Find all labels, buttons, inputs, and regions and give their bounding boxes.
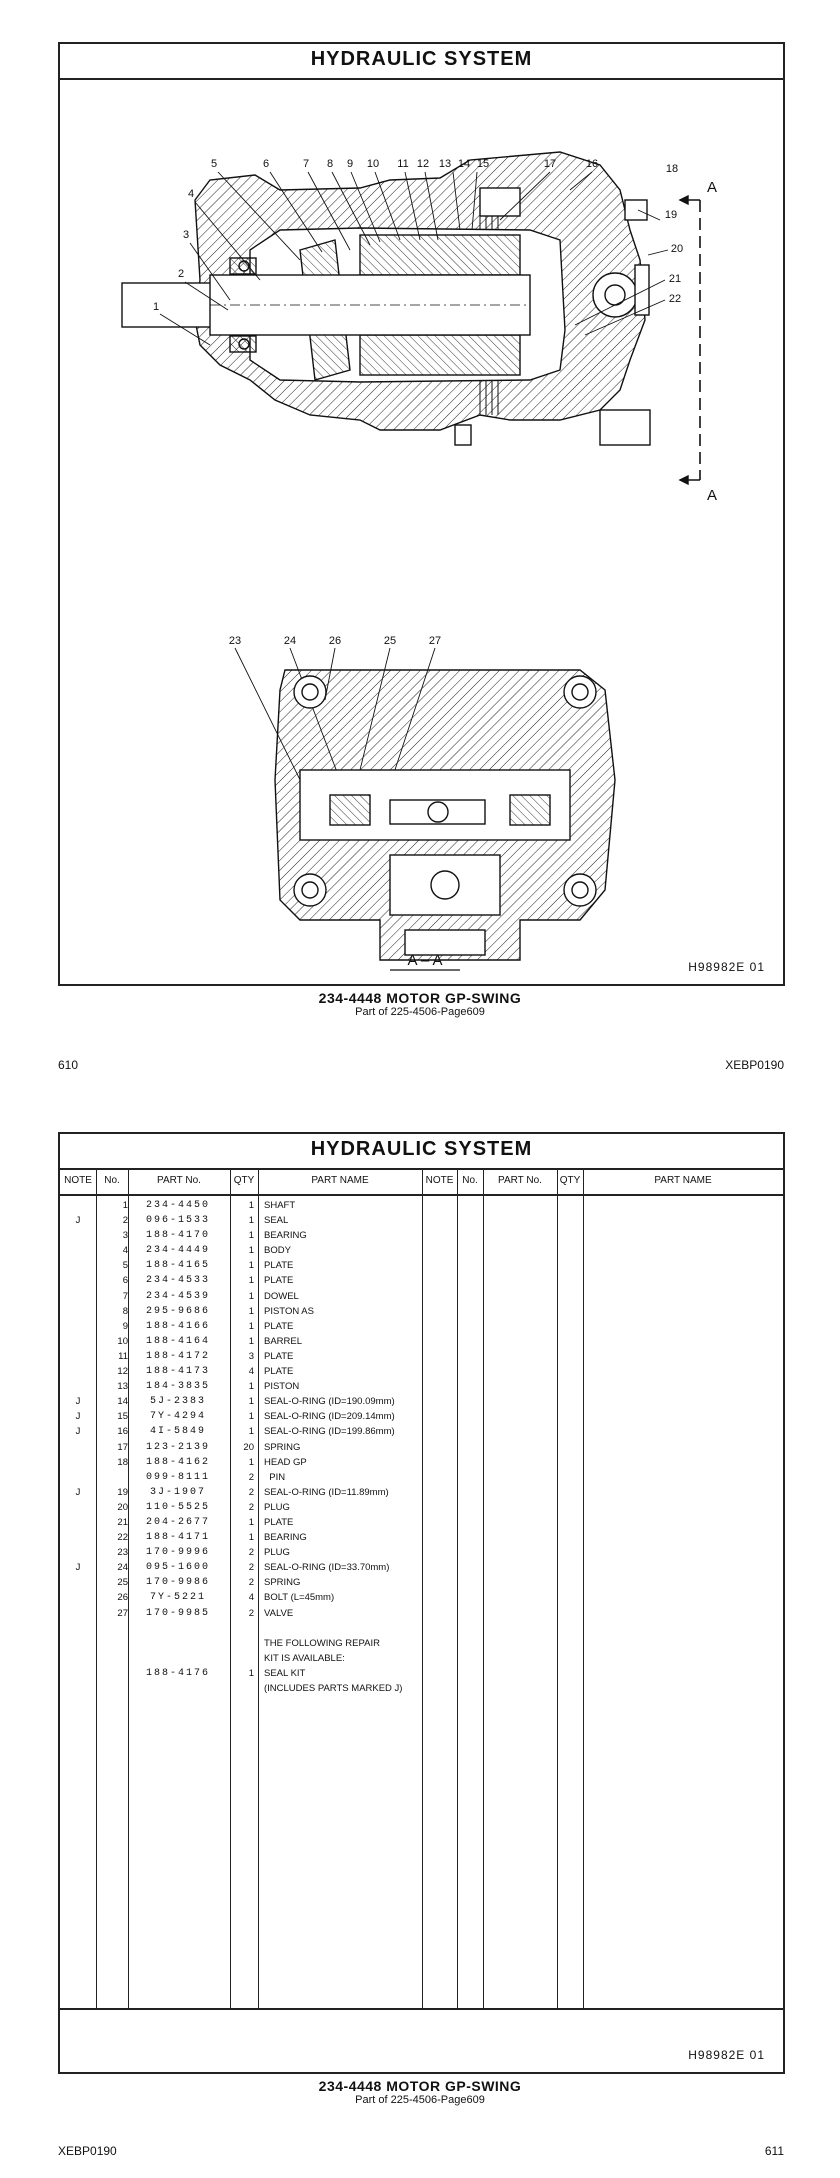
row-qty: 1 bbox=[248, 1290, 254, 1302]
row-number: 8 bbox=[122, 1305, 128, 1317]
row-note: J bbox=[75, 1215, 81, 1227]
row-part-number: 234-4450 bbox=[145, 1200, 210, 1211]
figure-caption bbox=[0, 990, 840, 1018]
row-qty: 20 bbox=[243, 1441, 254, 1453]
row-part-name: SEAL-O-RING (ID=33.70mm) bbox=[264, 1562, 390, 1574]
row-note: J bbox=[75, 1562, 81, 1574]
row-part-name: DOWEL bbox=[264, 1290, 299, 1302]
header-no: No. bbox=[104, 1175, 120, 1186]
row-part-number: 4I-5849 bbox=[149, 1426, 206, 1438]
document-code: XEBP0190 bbox=[58, 2144, 117, 2158]
table-row bbox=[60, 1515, 783, 1530]
row-number: 5 bbox=[122, 1260, 128, 1272]
row-part-name: BOLT (L=45mm) bbox=[264, 1592, 335, 1604]
callout-20: 20 bbox=[670, 243, 684, 255]
callout-19: 19 bbox=[664, 209, 678, 221]
callout-12: 12 bbox=[416, 158, 430, 170]
parts-list-frame bbox=[58, 1132, 785, 2074]
row-part-name: SPRING bbox=[264, 1441, 301, 1453]
row-part-name: BODY bbox=[264, 1245, 291, 1257]
row-part-number: 095-1600 bbox=[145, 1562, 210, 1574]
table-row bbox=[60, 1424, 783, 1439]
row-number: 26 bbox=[117, 1592, 128, 1604]
row-part-number: 184-3835 bbox=[145, 1381, 210, 1393]
row-part-number: 096-1533 bbox=[145, 1215, 210, 1227]
table-row bbox=[60, 1636, 783, 1651]
callout-1: 1 bbox=[152, 301, 160, 313]
callout-5: 5 bbox=[210, 158, 218, 170]
row-part-number: 7Y-5221 bbox=[149, 1592, 206, 1604]
row-part-number: 5J-2383 bbox=[149, 1396, 206, 1408]
row-qty: 1 bbox=[248, 1516, 254, 1528]
row-qty: 1 bbox=[248, 1667, 254, 1679]
callout-23: 23 bbox=[228, 635, 242, 647]
callout-22: 22 bbox=[668, 293, 682, 305]
row-number: 19 bbox=[117, 1486, 128, 1498]
table-body bbox=[60, 1198, 783, 1696]
row-note: J bbox=[75, 1426, 81, 1438]
row-number: 27 bbox=[117, 1607, 128, 1619]
row-number: 25 bbox=[117, 1577, 128, 1589]
callout-25: 25 bbox=[383, 635, 397, 647]
callout-21: 21 bbox=[668, 273, 682, 285]
row-part-number: 3J-1907 bbox=[149, 1486, 206, 1498]
callout-2: 2 bbox=[177, 268, 185, 280]
table-row bbox=[60, 1243, 783, 1258]
table-row bbox=[60, 1198, 783, 1213]
table-row bbox=[60, 1394, 783, 1409]
row-number: 13 bbox=[117, 1381, 128, 1393]
table-row bbox=[60, 1606, 783, 1621]
table-row bbox=[60, 1213, 783, 1228]
row-number: 16 bbox=[117, 1426, 128, 1438]
row-part-number: 170-9986 bbox=[145, 1577, 210, 1589]
row-part-name: BEARING bbox=[264, 1532, 307, 1544]
row-qty: 1 bbox=[248, 1275, 254, 1287]
table-row bbox=[60, 1530, 783, 1545]
row-part-name: PLATE bbox=[264, 1320, 294, 1332]
row-part-number: 188-4165 bbox=[145, 1260, 210, 1272]
row-part-number: 188-4172 bbox=[145, 1350, 210, 1362]
table-bottom-rule bbox=[60, 2008, 783, 2010]
section-label: A – A bbox=[407, 952, 443, 969]
callout-13: 13 bbox=[438, 158, 452, 170]
row-part-name: VALVE bbox=[264, 1607, 294, 1619]
callout-24: 24 bbox=[283, 635, 297, 647]
row-number: 12 bbox=[117, 1366, 128, 1378]
row-qty: 1 bbox=[248, 1200, 254, 1211]
row-qty: 1 bbox=[248, 1381, 254, 1393]
row-note: J bbox=[75, 1396, 81, 1408]
table-row bbox=[60, 1621, 783, 1636]
table-row bbox=[60, 1334, 783, 1349]
row-part-name: PIN bbox=[264, 1471, 286, 1483]
row-number: 23 bbox=[117, 1547, 128, 1559]
table-row bbox=[60, 1590, 783, 1605]
row-part-number: 188-4162 bbox=[145, 1456, 210, 1468]
row-part-name: SEAL bbox=[264, 1215, 289, 1227]
header-part-name: PART NAME bbox=[311, 1175, 369, 1186]
row-number: 6 bbox=[122, 1275, 128, 1287]
row-part-number: 188-4171 bbox=[145, 1532, 210, 1544]
row-part-number: 170-9985 bbox=[145, 1607, 210, 1619]
table-row bbox=[60, 1666, 783, 1681]
row-number: 15 bbox=[117, 1411, 128, 1423]
row-qty: 2 bbox=[248, 1471, 254, 1483]
row-part-name: BEARING bbox=[264, 1230, 307, 1242]
callout-18: 18 bbox=[665, 163, 679, 175]
row-part-number: 7Y-4294 bbox=[149, 1411, 206, 1423]
row-number: 17 bbox=[117, 1441, 128, 1453]
row-qty: 1 bbox=[248, 1396, 254, 1408]
table-row bbox=[60, 1304, 783, 1319]
row-qty: 2 bbox=[248, 1562, 254, 1574]
section-title: HYDRAULIC SYSTEM bbox=[310, 1138, 533, 1160]
row-qty: 4 bbox=[248, 1592, 254, 1604]
row-part-name: THE FOLLOWING REPAIR bbox=[264, 1637, 380, 1649]
callout-17: 17 bbox=[543, 158, 557, 170]
caption-sub: Part of 225-4506-Page609 bbox=[355, 2094, 485, 2106]
caption-main: 234-4448 MOTOR GP-SWING bbox=[318, 990, 522, 1006]
header-note-2: NOTE bbox=[425, 1175, 454, 1186]
header-no-2: No. bbox=[462, 1175, 478, 1186]
callout-26: 26 bbox=[328, 635, 342, 647]
table-row bbox=[60, 1500, 783, 1515]
row-part-number: 234-4533 bbox=[145, 1275, 210, 1287]
row-part-name: SEAL-O-RING (ID=199.86mm) bbox=[264, 1426, 395, 1438]
row-part-name: PISTON bbox=[264, 1381, 300, 1393]
row-part-number: 188-4166 bbox=[145, 1320, 210, 1332]
table-row bbox=[60, 1364, 783, 1379]
row-number: 21 bbox=[117, 1516, 128, 1528]
row-qty: 2 bbox=[248, 1501, 254, 1513]
table-row bbox=[60, 1289, 783, 1304]
row-part-name: PLATE bbox=[264, 1516, 294, 1528]
table-row bbox=[60, 1545, 783, 1560]
row-number: 18 bbox=[117, 1456, 128, 1468]
row-qty: 2 bbox=[248, 1607, 254, 1619]
table-row bbox=[60, 1319, 783, 1334]
row-part-number: 188-4176 bbox=[145, 1667, 210, 1679]
table-row bbox=[60, 1560, 783, 1575]
row-number: 1 bbox=[122, 1200, 128, 1211]
callout-27: 27 bbox=[428, 635, 442, 647]
row-qty: 2 bbox=[248, 1486, 254, 1498]
row-qty: 1 bbox=[248, 1411, 254, 1423]
motor-cross-section-drawing bbox=[60, 80, 783, 980]
document-code: XEBP0190 bbox=[725, 1058, 784, 1072]
table-row bbox=[60, 1485, 783, 1500]
callout-8: 8 bbox=[326, 158, 334, 170]
row-part-number: 123-2139 bbox=[145, 1441, 210, 1453]
row-part-name: SHAFT bbox=[264, 1200, 296, 1211]
callout-6: 6 bbox=[262, 158, 270, 170]
table-row bbox=[60, 1681, 783, 1696]
row-number: 9 bbox=[122, 1320, 128, 1332]
row-part-name: SEAL-O-RING (ID=190.09mm) bbox=[264, 1396, 395, 1408]
section-marker-bottom: A bbox=[706, 487, 718, 504]
callout-10: 10 bbox=[366, 158, 380, 170]
figure-caption bbox=[0, 2078, 840, 2106]
row-note: J bbox=[75, 1486, 81, 1498]
row-part-name: PLUG bbox=[264, 1501, 290, 1513]
header-note: NOTE bbox=[64, 1175, 92, 1186]
row-part-number: 170-9996 bbox=[145, 1547, 210, 1559]
callout-9: 9 bbox=[346, 158, 354, 170]
table-row bbox=[60, 1651, 783, 1666]
row-part-name: PLUG bbox=[264, 1547, 290, 1559]
table-row bbox=[60, 1409, 783, 1424]
table-row bbox=[60, 1470, 783, 1485]
row-number: 3 bbox=[122, 1230, 128, 1242]
parts-table bbox=[60, 1168, 783, 2008]
caption-sub: Part of 225-4506-Page609 bbox=[355, 1006, 485, 1018]
page-number: 610 bbox=[58, 1058, 79, 1072]
table-row bbox=[60, 1575, 783, 1590]
section-marker-top: A bbox=[706, 179, 718, 196]
header-part-name-2: PART NAME bbox=[654, 1175, 712, 1186]
row-qty: 1 bbox=[248, 1245, 254, 1257]
page-number: 611 bbox=[764, 2144, 784, 2158]
table-row bbox=[60, 1258, 783, 1273]
row-part-name: SPRING bbox=[264, 1577, 301, 1589]
header-qty: QTY bbox=[233, 1175, 255, 1186]
row-part-number: 110-5525 bbox=[145, 1501, 210, 1513]
row-number: 4 bbox=[122, 1245, 128, 1257]
row-number: 7 bbox=[122, 1290, 128, 1302]
row-part-number: 099-8111 bbox=[145, 1471, 210, 1483]
row-qty: 1 bbox=[248, 1305, 254, 1317]
row-qty: 2 bbox=[248, 1577, 254, 1589]
row-qty: 1 bbox=[248, 1215, 254, 1227]
row-number: 14 bbox=[117, 1396, 128, 1408]
table-row bbox=[60, 1273, 783, 1288]
callout-3: 3 bbox=[182, 229, 190, 241]
row-part-number: 234-4449 bbox=[145, 1245, 210, 1257]
row-qty: 1 bbox=[248, 1260, 254, 1272]
row-qty: 1 bbox=[248, 1426, 254, 1438]
row-qty: 2 bbox=[248, 1547, 254, 1559]
section-title: HYDRAULIC SYSTEM bbox=[310, 48, 533, 70]
row-part-name: PISTON AS bbox=[264, 1305, 314, 1317]
row-qty: 1 bbox=[248, 1456, 254, 1468]
callout-14: 14 bbox=[457, 158, 471, 170]
row-part-number: 188-4173 bbox=[145, 1366, 210, 1378]
row-number: 10 bbox=[117, 1335, 128, 1347]
callout-16: 16 bbox=[585, 158, 599, 170]
diagram-frame bbox=[58, 42, 785, 986]
row-part-number: 188-4164 bbox=[145, 1335, 210, 1347]
row-number: 22 bbox=[117, 1532, 128, 1544]
header-part-no: PART No. bbox=[157, 1175, 201, 1186]
row-part-name: BARREL bbox=[264, 1335, 303, 1347]
row-part-name: PLATE bbox=[264, 1275, 294, 1287]
row-note: J bbox=[75, 1411, 81, 1423]
table-row bbox=[60, 1379, 783, 1394]
callout-11: 11 bbox=[397, 158, 409, 170]
callout-15: 15 bbox=[476, 158, 490, 170]
row-qty: 1 bbox=[248, 1230, 254, 1242]
row-part-name: PLATE bbox=[264, 1260, 294, 1272]
drawing-id: H98982E 01 bbox=[688, 960, 765, 974]
row-part-name: SEAL KIT bbox=[264, 1667, 306, 1679]
row-number: 24 bbox=[117, 1562, 128, 1574]
row-part-name: SEAL-O-RING (ID=209.14mm) bbox=[264, 1411, 395, 1423]
caption-main: 234-4448 MOTOR GP-SWING bbox=[318, 2078, 522, 2094]
row-part-name: (INCLUDES PARTS MARKED J) bbox=[264, 1683, 403, 1694]
table-row bbox=[60, 1440, 783, 1455]
row-part-number: 188-4170 bbox=[145, 1230, 210, 1242]
row-qty: 1 bbox=[248, 1532, 254, 1544]
row-qty: 1 bbox=[248, 1320, 254, 1332]
table-row bbox=[60, 1349, 783, 1364]
row-part-name: PLATE bbox=[264, 1366, 294, 1378]
row-part-name: HEAD GP bbox=[264, 1456, 307, 1468]
header-part-no-2: PART No. bbox=[498, 1175, 542, 1186]
row-part-number: 234-4539 bbox=[145, 1290, 210, 1302]
table-row bbox=[60, 1455, 783, 1470]
row-part-name: PLATE bbox=[264, 1350, 294, 1362]
row-part-number: 295-9686 bbox=[145, 1305, 210, 1317]
row-number: 20 bbox=[117, 1501, 128, 1513]
row-part-number: 204-2677 bbox=[145, 1516, 210, 1528]
callout-4: 4 bbox=[187, 188, 195, 200]
table-row bbox=[60, 1228, 783, 1243]
row-qty: 4 bbox=[248, 1366, 254, 1378]
row-number: 2 bbox=[122, 1215, 128, 1227]
row-part-name: SEAL-O-RING (ID=11.89mm) bbox=[264, 1486, 389, 1498]
row-part-name: KIT IS AVAILABLE: bbox=[264, 1652, 345, 1664]
header-qty-2: QTY bbox=[559, 1175, 581, 1186]
row-number: 11 bbox=[118, 1350, 128, 1362]
drawing-id: H98982E 01 bbox=[688, 2048, 765, 2062]
callout-7: 7 bbox=[302, 158, 310, 170]
row-qty: 1 bbox=[248, 1335, 254, 1347]
row-qty: 3 bbox=[248, 1350, 254, 1362]
